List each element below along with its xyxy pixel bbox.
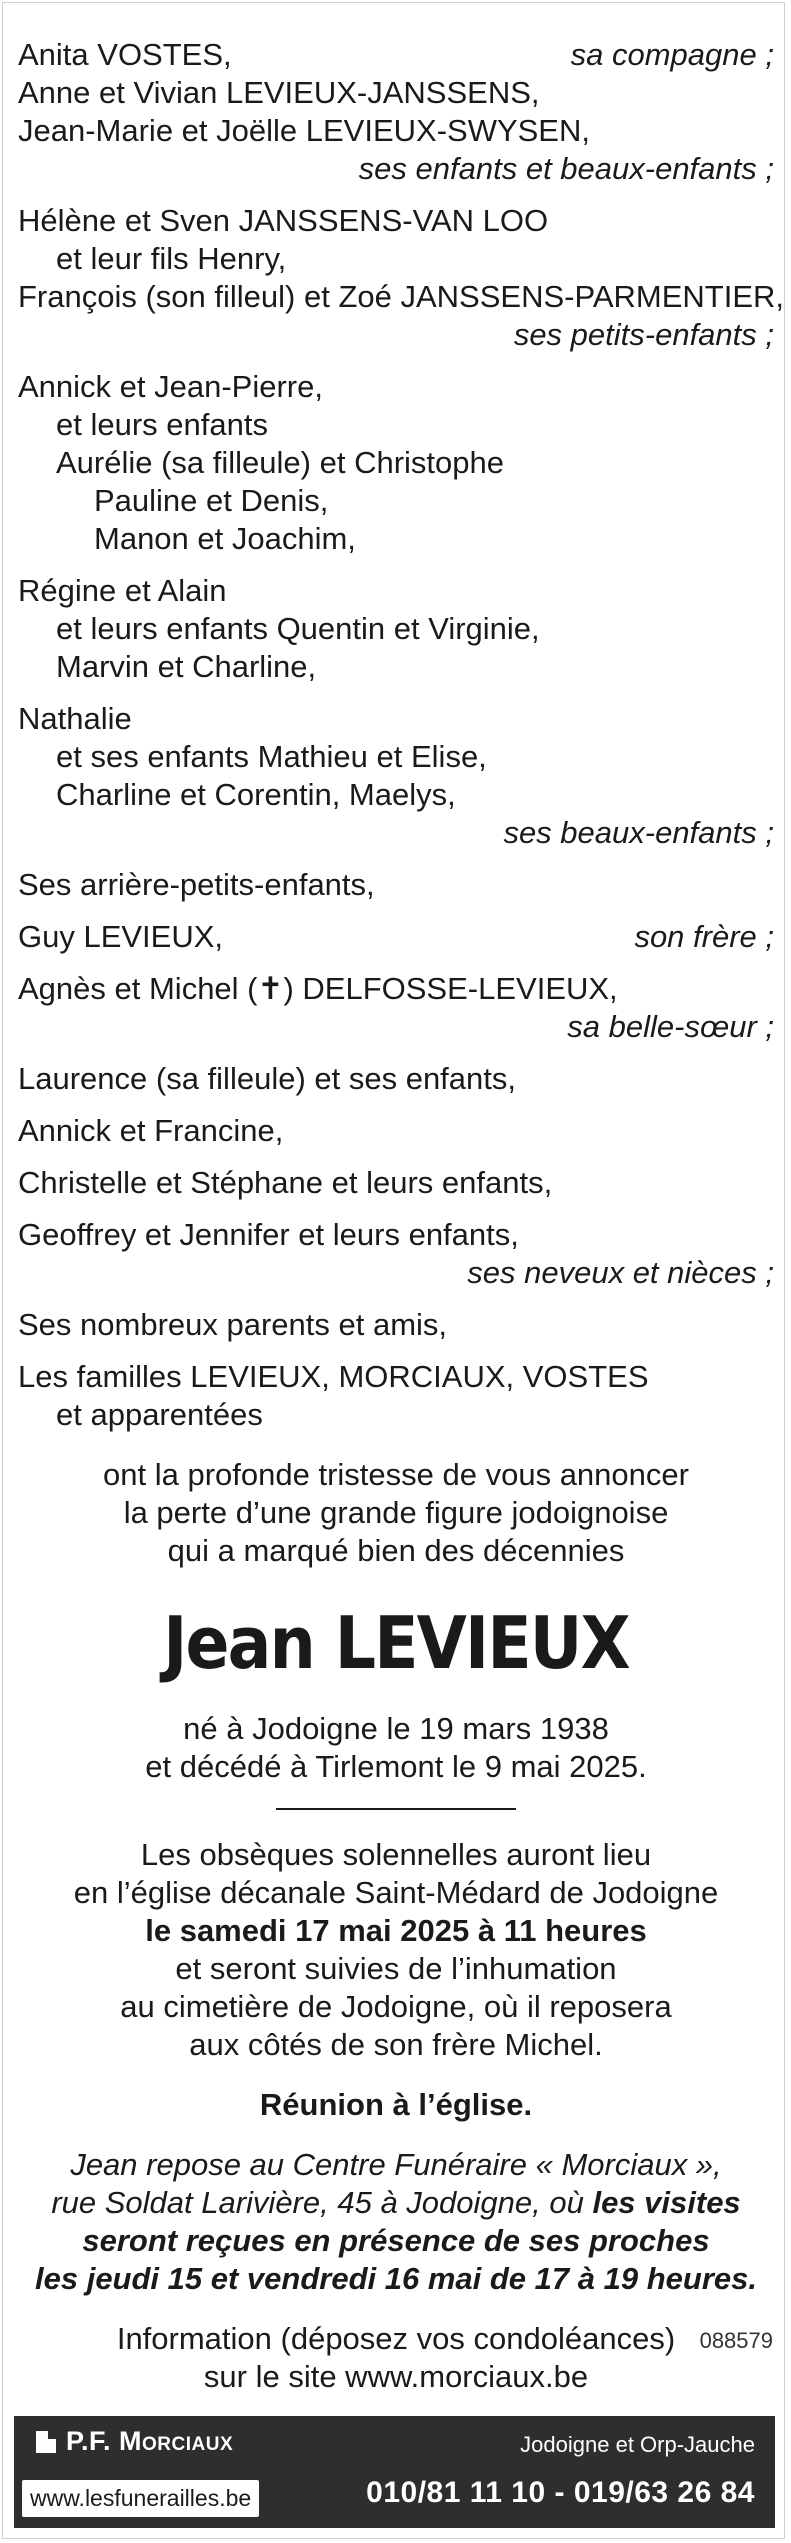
visits-text: rue Soldat Larivière, 45 à Jodoigne, où bbox=[51, 2185, 593, 2220]
family-role: ses neveux et nièces ; bbox=[467, 1255, 774, 1290]
family-line: Annick et Francine, bbox=[18, 1113, 284, 1148]
footer-bar bbox=[14, 2416, 775, 2528]
info-line: sur le site www.morciaux.be bbox=[203, 2359, 589, 2394]
family-line: Pauline et Denis, bbox=[94, 483, 329, 518]
info-line: Information (déposez vos condoléances) bbox=[116, 2321, 676, 2356]
family-line: Jean-Marie et Joëlle LEVIEUX-SWYSEN, bbox=[18, 113, 590, 148]
family-role: ses beaux-enfants ; bbox=[503, 815, 774, 850]
family-line: Annick et Jean-Pierre, bbox=[18, 369, 323, 404]
family-line: Aurélie (sa filleule) et Christophe bbox=[56, 445, 504, 480]
family-line: Hélène et Sven JANSSENS-VAN LOO bbox=[18, 203, 549, 238]
family-line: Laurence (sa filleule) et ses enfants, bbox=[18, 1061, 516, 1096]
family-line: Nathalie bbox=[18, 701, 132, 736]
reunion-note: Réunion à l’église. bbox=[259, 2087, 533, 2122]
announce-line: qui a marqué bien des décennies bbox=[167, 1533, 625, 1568]
family-role: sa compagne ; bbox=[570, 37, 774, 72]
family-line: Anne et Vivian LEVIEUX-JANSSENS, bbox=[18, 75, 540, 110]
family-role: son frère ; bbox=[634, 919, 774, 954]
birth-line: né à Jodoigne le 19 mars 1938 bbox=[183, 1711, 609, 1746]
family-line: Marvin et Charline, bbox=[56, 649, 317, 684]
divider bbox=[276, 1808, 516, 1810]
family-name: Guy LEVIEUX, bbox=[18, 919, 224, 954]
visits-line: seront reçues en présence de ses proches bbox=[82, 2223, 710, 2258]
family-line: François (son filleul) et Zoé JANSSENS-PARMENTIER, bbox=[18, 279, 785, 314]
family-line bbox=[18, 918, 774, 956]
phone-numbers: 010/81 11 10 - 019/63 26 84 bbox=[366, 2476, 755, 2509]
family-role: ses petits-enfants ; bbox=[513, 317, 774, 352]
funeral-home-name: P.F. Morciaux bbox=[66, 2426, 234, 2456]
family-line: Manon et Joachim, bbox=[94, 521, 356, 556]
funeral-date: le samedi 17 mai 2025 à 11 heures bbox=[145, 1913, 647, 1948]
website-link[interactable]: www.lesfunerailles.be bbox=[22, 2480, 259, 2517]
family-line: Les familles LEVIEUX, MORCIAUX, VOSTES bbox=[18, 1359, 649, 1394]
funeral-line: Les obsèques solennelles auront lieu bbox=[140, 1837, 652, 1872]
family-line: et leurs enfants bbox=[56, 407, 268, 442]
reference-number: 088579 bbox=[699, 2328, 773, 2353]
family-line: Geoffrey et Jennifer et leurs enfants, bbox=[18, 1217, 519, 1252]
family-name: Anita VOSTES, bbox=[18, 37, 232, 72]
logo-mark-icon bbox=[36, 2431, 56, 2453]
announce-line: la perte d’une grande figure jodoignoise bbox=[123, 1495, 669, 1530]
family-line: Ses nombreux parents et amis, bbox=[18, 1307, 448, 1342]
funeral-line: aux côtés de son frère Michel. bbox=[189, 2027, 603, 2062]
obituary-content bbox=[18, 36, 785, 2396]
funeral-line: et seront suivies de l’inhumation bbox=[175, 1951, 617, 1986]
visits-highlight: les visites bbox=[592, 2185, 741, 2220]
family-line bbox=[18, 36, 774, 74]
funeral-line: en l’église décanale Saint-Médard de Jodoigne bbox=[73, 1875, 719, 1910]
death-line: et décédé à Tirlemont le 9 mai 2025. bbox=[145, 1749, 647, 1784]
deceased-name: Jean LEVIEUX bbox=[163, 1601, 629, 1685]
visits-line: les jeudi 15 et vendredi 16 mai de 17 à 19 heures. bbox=[35, 2261, 757, 2296]
family-line: et leurs enfants Quentin et Virginie, bbox=[56, 611, 540, 646]
family-role: sa belle-sœur ; bbox=[567, 1009, 774, 1044]
family-line: Régine et Alain bbox=[18, 573, 227, 608]
funeral-home-places: Jodoigne et Orp-Jauche bbox=[520, 2432, 755, 2457]
visits-line: Jean repose au Centre Funéraire « Morciaux », bbox=[70, 2147, 722, 2182]
family-line: et apparentées bbox=[56, 1397, 263, 1432]
family-line: et ses enfants Mathieu et Elise, bbox=[56, 739, 487, 774]
family-role: ses enfants et beaux-enfants ; bbox=[358, 151, 774, 186]
announce-line: ont la profonde tristesse de vous annoncer bbox=[103, 1457, 689, 1492]
funeral-home-brand bbox=[36, 2426, 233, 2457]
family-line: Charline et Corentin, Maelys, bbox=[56, 777, 456, 812]
family-line: Christelle et Stéphane et leurs enfants, bbox=[18, 1165, 553, 1200]
visits-line bbox=[18, 2184, 774, 2222]
funeral-line: au cimetière de Jodoigne, où il reposera bbox=[120, 1989, 672, 2024]
family-line: Agnès et Michel (✝) DELFOSSE-LEVIEUX, bbox=[18, 971, 618, 1006]
family-line: Ses arrière-petits-enfants, bbox=[18, 867, 375, 902]
family-line: et leur fils Henry, bbox=[56, 241, 287, 276]
